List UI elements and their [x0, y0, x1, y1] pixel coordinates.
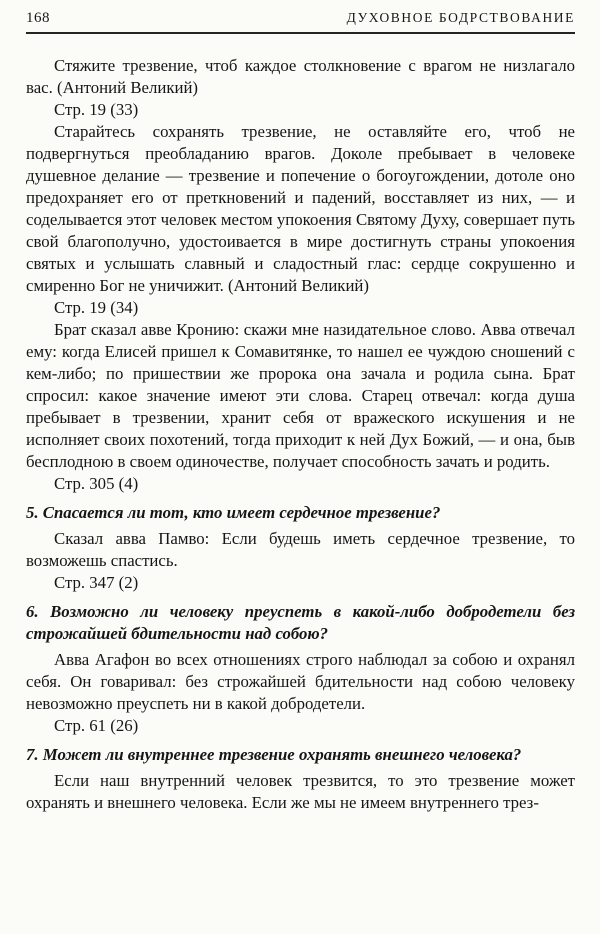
running-header	[26, 10, 575, 34]
body-paragraph: Стяжите трезвение, чтоб каждое столкновение с врагом не низлагало вас. (Антоний Великий)	[26, 56, 575, 97]
page-reference: Стр. 19 (33)	[54, 100, 139, 119]
section-heading: 6. Возможно ли человеку преуспеть в какой-либо добродетели без строжайшей бдительности над собою?	[26, 602, 575, 643]
body-paragraph: Авва Агафон во всех отношениях строго наблюдал за собою и охранял себя. Он говаривал: без строжайшей бдительности над собою человеку невозможно преуспеть ни в какой добродетели.	[26, 650, 575, 713]
page-body	[26, 34, 575, 814]
body-paragraph: Сказал авва Памво: Если будешь иметь сердечное трезвение, то возможешь спастись.	[26, 529, 575, 570]
body-paragraph: Брат сказал авве Кронию: скажи мне назидательное слово. Авва отвечал ему: когда Елисей пришел к Сомавитянке, то нашел ее чуждою сношений с кем-либо; по пришествии же пророка она зачала и родила сына. Брат спросил: какое значение имеют эти слова. Старец отвечал: когда душа пребывает в трезвении, хранит себя от вражеского искушения и не исполняет своих похотений, тогда приходит к ней Дух Божий, — и она, быв бесплодною в своем одиночестве, получает способность зачать и родить.	[26, 320, 575, 471]
page-reference: Стр. 61 (26)	[54, 716, 139, 735]
body-paragraph: Если наш внутренний человек трезвится, то это трезвение может охранять и внешнего человека. Если же мы не имеем внутреннего трез-	[26, 771, 575, 812]
body-paragraph: Старайтесь сохранять трезвение, не оставляйте его, чтоб не подвергнуться преобладанию врагов. Доколе пребывает в человеке душевное делание — трезвение и попечение о богоугождении, дотоле оно предохраняет его от преткновений и падений, восставляет из них, — и соделывается этот человек местом упокоения Святому Духу, совершает путь свой благополучно, удостоивается в мире достигнуть страны упокоения святых и услышать славный и сладостный глас: сердце сокрушенно и смиренно Бог не уничижит. (Антоний Великий)	[26, 122, 575, 295]
running-title: ДУХОВНОЕ БОДРСТВОВАНИЕ	[346, 10, 575, 25]
section-heading: 5. Спасается ли тот, кто имеет сердечное трезвение?	[26, 503, 441, 522]
page-reference: Стр. 19 (34)	[54, 298, 139, 317]
page-reference: Стр. 347 (2)	[54, 573, 139, 592]
page-number: 168	[26, 10, 50, 26]
section-heading: 7. Может ли внутреннее трезвение охранять внешнего человека?	[26, 745, 522, 764]
page-reference: Стр. 305 (4)	[54, 474, 139, 493]
